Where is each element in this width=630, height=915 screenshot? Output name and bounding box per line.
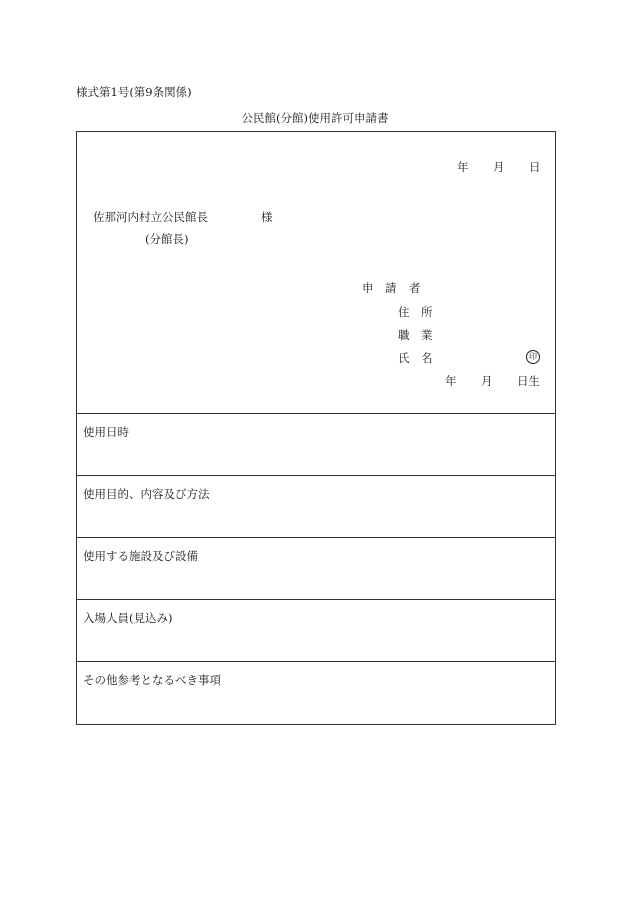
header-section [77, 132, 555, 414]
occupation-label-char-2: 業 [421, 328, 433, 342]
addressee-branch: (分館長) [145, 232, 189, 246]
row-label: 入場人員(見込み) [83, 611, 173, 625]
seal-mark-icon: 印 [526, 350, 540, 364]
row-facilities[interactable] [77, 538, 555, 600]
address-label-char-1: 住 [398, 305, 410, 319]
row-attendance[interactable] [77, 600, 555, 662]
addressee-honorific: 様 [261, 210, 273, 224]
applicant-heading-char-2: 請 [385, 281, 397, 295]
birth-month-label: 月 [481, 374, 493, 388]
row-label: 使用目的、内容及び方法 [83, 487, 210, 501]
date-month-label: 月 [493, 160, 505, 174]
row-label: 使用日時 [83, 425, 129, 439]
name-label-char-2: 名 [421, 351, 433, 365]
row-usage-purpose[interactable] [77, 476, 555, 538]
row-label: 使用する施設及び設備 [83, 549, 198, 563]
date-day-label: 日 [529, 160, 541, 174]
date-year-label: 年 [457, 160, 469, 174]
birth-year-label: 年 [445, 374, 457, 388]
name-label-char-1: 氏 [398, 351, 410, 365]
address-label-char-2: 所 [421, 305, 433, 319]
row-usage-datetime[interactable] [77, 414, 555, 476]
form-title: 公民館(分館)使用許可申請書 [241, 111, 389, 125]
row-label: その他参考となるべき事項 [83, 673, 221, 687]
form-number: 様式第1号(第9条関係) [76, 85, 192, 99]
birth-day-label: 日生 [517, 374, 540, 388]
application-form [76, 131, 556, 725]
row-other-notes[interactable] [77, 662, 555, 724]
addressee-name: 佐那河内村立公民館長 [93, 210, 208, 224]
occupation-label-char-1: 職 [398, 328, 410, 342]
applicant-heading-char-1: 申 [362, 281, 374, 295]
applicant-heading-char-3: 者 [409, 281, 421, 295]
